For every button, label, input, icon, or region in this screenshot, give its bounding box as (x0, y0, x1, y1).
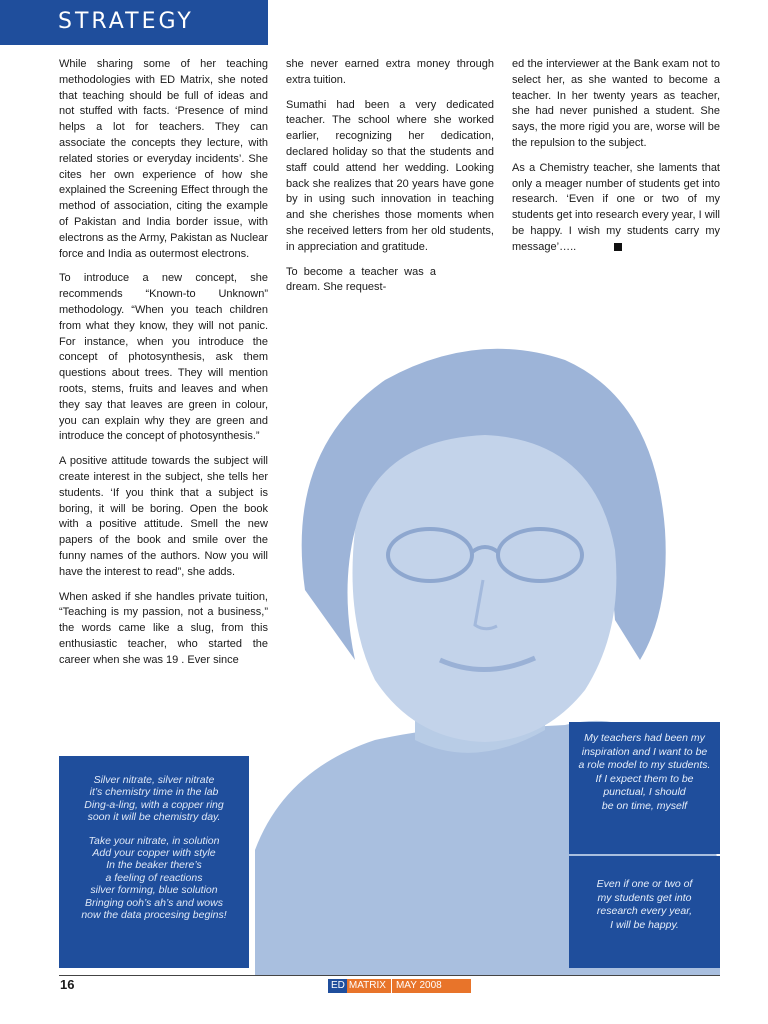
brand-matrix: MATRIX (347, 979, 391, 993)
poem-line: Bringing ooh’s ah’s and wows (85, 896, 223, 909)
poem-line: now the data procesing begins! (81, 909, 227, 922)
paragraph-text: As a Chemistry teacher, she laments that only a meager number of students get into research. ‘Even if one or two of my students get into research every year, I will be happy. I wish my students carry my message’….. (512, 161, 720, 253)
paragraph (512, 161, 720, 256)
quote-line: If I expect them to be (595, 772, 694, 785)
poem-stanza-1 (59, 774, 249, 824)
quote-line: I will be happy. (610, 918, 679, 931)
quote-line: punctual, I should (603, 786, 686, 798)
quote-line: my students get into (597, 891, 692, 904)
paragraph: A positive attitude towards the subject will create interest in the subject, she tells her students. ‘If you think that a subject is boring, it will be boring. Open the book with a positive attitude. Smell the new papers of the book and smile over the funny names of the authors. Now you will have the interest to read”, she adds. (59, 455, 268, 578)
quote-line: research every year, (596, 905, 693, 917)
poem-line: silver forming, blue solution (90, 884, 218, 897)
poem-line: Add your copper with style (92, 847, 216, 860)
paragraph: Sumathi had been a very dedicated teacher. The school where she worked earlier, recognizing her dedication, declared holiday so that the students and staff could attend her wedding. Looking back she realizes that 20 years have gone by in using such innovation in teaching and she cherishes those moments when she received letters from her old students, in appreciation and gratitude. (286, 98, 494, 253)
brand-ed: ED (328, 979, 347, 993)
article-column-3 (512, 57, 720, 265)
quote-line: Even if one or two of (596, 878, 693, 890)
paragraph: she never earned extra money through extra tuition. (286, 58, 494, 86)
quote-line: My teachers had been my (584, 732, 705, 744)
quote-line: a role model to my students. (578, 759, 711, 771)
poem-line: In the beaker there’s (106, 859, 202, 872)
poem-stanza-2 (59, 835, 249, 922)
poem-line: Take your nitrate, in solution (88, 834, 220, 847)
poem-line: soon it will be chemistry day. (87, 811, 221, 824)
poem-line: a feeling of reactions (105, 871, 203, 884)
section-header-bar (0, 0, 268, 45)
issue-date: MAY 2008 (391, 979, 471, 993)
paragraph: ed the interviewer at the Bank exam not to select her, as she wanted to become a teacher. In her twenty years as teacher, she had never punished a student. She says, the more rigid you are, worse will be the repulsion to the subject. (512, 58, 720, 149)
end-of-article-square-icon (614, 243, 622, 251)
quote-line: be on time, myself (601, 799, 688, 812)
portrait-face (353, 435, 617, 742)
paragraph: To become a teacher was a dream. She request- (286, 265, 436, 294)
article-column-1 (59, 57, 268, 677)
pull-quote-1 (569, 722, 720, 854)
footer-divider (59, 975, 720, 976)
page-number: 16 (60, 977, 75, 992)
paragraph: When asked if she handles private tuition, “Teaching is my passion, not a business,” the words came like a slug, from this enthusiastic teacher, who started the career when she was 19 . Ever since (59, 590, 268, 666)
section-title: STRATEGY (58, 9, 194, 34)
paragraph: To introduce a new concept, she recommends “Known-to Unknown” methodology. “When you teach children from what they know, they will not panic. For instance, when you introduce the concept of photosynthesis, ask them questions about trees. They will mention roots, stems, fruits and leaves and when they say that leaves are green in colour, you can explain why they are green and introduce the concept of photosynthesis.” (59, 272, 268, 443)
footer-brand (328, 979, 471, 993)
article-column-2 (286, 57, 494, 305)
poem-line: Silver nitrate, silver nitrate (93, 774, 215, 786)
poem-line: it’s chemistry time in the lab (89, 786, 219, 799)
pull-quote-2 (569, 856, 720, 968)
poem-line: Ding-a-ling, with a copper ring (84, 798, 224, 811)
poem-box (59, 756, 249, 968)
paragraph: While sharing some of her teaching methodologies with ED Matrix, she noted that teaching should be full of ideas and not stuffed with facts. ‘Presence of mind helps a lot for teachers. They can associate the concepts they lecture, with related stories or everyday incidents’. She cites her own experience of how she explained the Screening Effect through the method of association, citing the example of Pakistan and India border issue, with electrons as the Army, Pakistan as Nuclear force and India as outermost electrons. (59, 58, 268, 260)
quote-line: inspiration and I want to be (581, 745, 708, 758)
